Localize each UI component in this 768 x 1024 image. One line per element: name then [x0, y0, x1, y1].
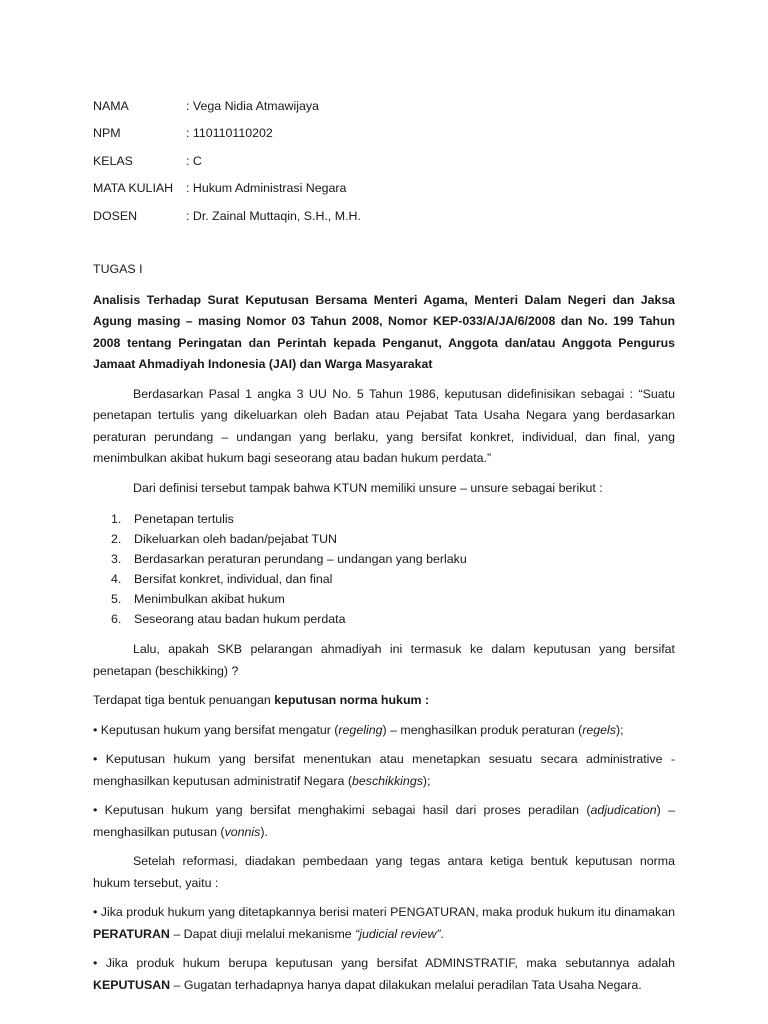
- header-row-npm: [93, 120, 675, 148]
- bullet-adjudication: [93, 800, 675, 843]
- list-item: [93, 609, 675, 629]
- bullet-text: ).: [260, 824, 268, 839]
- bullet-text: • Keputusan hukum yang bersifat menghakimi sebagai hasil dari proses peradilan (: [93, 803, 591, 817]
- list-text: Dikeluarkan oleh badan/pejabat TUN: [134, 532, 337, 546]
- list-text: Bersifat konkret, individual, dan final: [134, 572, 333, 586]
- bullet-text: • Keputusan hukum yang bersifat mengatur (: [93, 722, 339, 737]
- document-title: Analisis Terhadap Surat Keputusan Bersama Menteri Agama, Menteri Dalam Negeri dan Jaksa Agung masing – masing Nomor 03 Tahun 2008, Nomor KEP-033/A/JA/6/2008 dan No. 199 Tahun 2008 tentang Peringatan dan Perintah kepada Penganut, Anggota dan/atau Anggota Pengurus Jamaat Ahmadiyah Indonesia (JAI) dan Warga Masyarakat: [93, 292, 675, 371]
- header-label: NAMA: [93, 98, 129, 113]
- header-row-dosen: [93, 202, 675, 230]
- header-value: : Hukum Administrasi Negara: [186, 181, 347, 196]
- bullet-beschikking: [93, 749, 675, 792]
- bullet-text: ) – menghasilkan produk peraturan (: [382, 722, 583, 737]
- forms-intro-emphasis: keputusan norma hukum :: [274, 693, 430, 707]
- bullet-term: regels: [582, 722, 616, 737]
- list-number: 4.: [111, 572, 122, 586]
- header-row-kelas: [93, 147, 675, 175]
- forms-intro: [93, 690, 675, 712]
- bullet-text: • Jika produk hukum berupa keputusan yang bersifat ADMINSTRATIF, maka sebutannya adalah: [93, 956, 675, 970]
- bullet-text: – Gugatan terhadapnya hanya dapat dilakukan melalui peradilan Tata Usaha Negara.: [170, 977, 642, 992]
- list-number: 2.: [111, 532, 122, 546]
- list-item: [93, 529, 675, 549]
- bullet-text: – Dapat diuji melalui mekanisme: [169, 926, 356, 941]
- list-item: [93, 549, 675, 569]
- bullet-term: regeling: [338, 722, 383, 737]
- bullet-text: ) – menghasilkan putusan (: [93, 803, 675, 839]
- header-label: MATA KULIAH: [93, 181, 174, 196]
- bullet-text: .: [440, 926, 444, 941]
- bullet-text: );: [616, 722, 624, 737]
- bullet-regeling: [93, 720, 675, 742]
- question-paragraph: Lalu, apakah SKB pelarangan ahmadiyah ini termasuk ke dalam keputusan yang bersifat penetapan (beschikking) ?: [93, 642, 675, 678]
- header-value: : C: [186, 153, 202, 168]
- bullet-text: • Jika produk hukum yang ditetapkannya berisi materi PENGATURAN, maka produk hukum itu dinamakan: [93, 905, 675, 919]
- bullet-keputusan: [93, 953, 675, 996]
- header-label: DOSEN: [93, 208, 138, 223]
- bullet-term: beschikkings: [351, 773, 423, 788]
- bullet-keyword: KEPUTUSAN: [93, 977, 171, 992]
- bullet-text: );: [422, 773, 431, 788]
- list-text: Seseorang atau badan hukum perdata: [134, 612, 346, 626]
- list-number: 6.: [111, 612, 122, 626]
- reform-paragraph: Setelah reformasi, diadakan pembedaan yang tegas antara ketiga bentuk keputusan norma hukum tersebut, yaitu :: [93, 854, 675, 890]
- header-value: : Dr. Zainal Muttaqin, S.H., M.H.: [186, 208, 361, 223]
- list-text: Berdasarkan peraturan perundang – undangan yang berlaku: [134, 552, 467, 566]
- bullet-text: • Keputusan hukum yang bersifat menentukan atau menetapkan sesuatu secara administrative - menghasilkan keputusan administratif Negara (: [93, 752, 675, 788]
- bullet-term: vonnis: [224, 824, 261, 839]
- list-number: 3.: [111, 552, 122, 566]
- list-number: 5.: [111, 592, 122, 606]
- bullet-term: “judicial review”: [355, 926, 441, 941]
- list-text: Penetapan tertulis: [134, 512, 234, 526]
- forms-intro-text: Terdapat tiga bentuk penuangan: [93, 693, 275, 707]
- list-item: [93, 509, 675, 529]
- header-row-mata-kuliah: [93, 175, 675, 203]
- definition-paragraph: Berdasarkan Pasal 1 angka 3 UU No. 5 Tahun 1986, keputusan didefinisikan sebagai : “Suatu penetapan tertulis yang dikeluarkan oleh Badan atau Pejabat Tata Usaha Negara yang berdasarkan peraturan perundang – undangan yang berlaku, yang bersifat konkret, individual, dan final, yang menimbulkan akibat hukum bagi seseorang atau badan hukum perdata.”: [93, 386, 675, 465]
- bullet-keyword: PERATURAN: [93, 926, 170, 941]
- bullet-term: adjudication: [590, 803, 657, 817]
- assignment-label: TUGAS I: [93, 261, 143, 276]
- list-item: [93, 569, 675, 589]
- list-text: Menimbulkan akibat hukum: [134, 592, 285, 606]
- list-item: [93, 589, 675, 609]
- header-label: KELAS: [93, 153, 133, 168]
- header-label: NPM: [93, 126, 121, 141]
- header-value: : 110110110202: [186, 126, 273, 141]
- bullet-peraturan: [93, 902, 675, 945]
- elements-intro: Dari definisi tersebut tampak bahwa KTUN memiliki unsure – unsure sebagai berikut :: [133, 480, 603, 495]
- document-content: [93, 92, 675, 996]
- header-row-nama: [93, 92, 675, 120]
- list-number: 1.: [111, 512, 122, 526]
- elements-list: [93, 509, 675, 629]
- header-value: : Vega Nidia Atmawijaya: [186, 98, 319, 113]
